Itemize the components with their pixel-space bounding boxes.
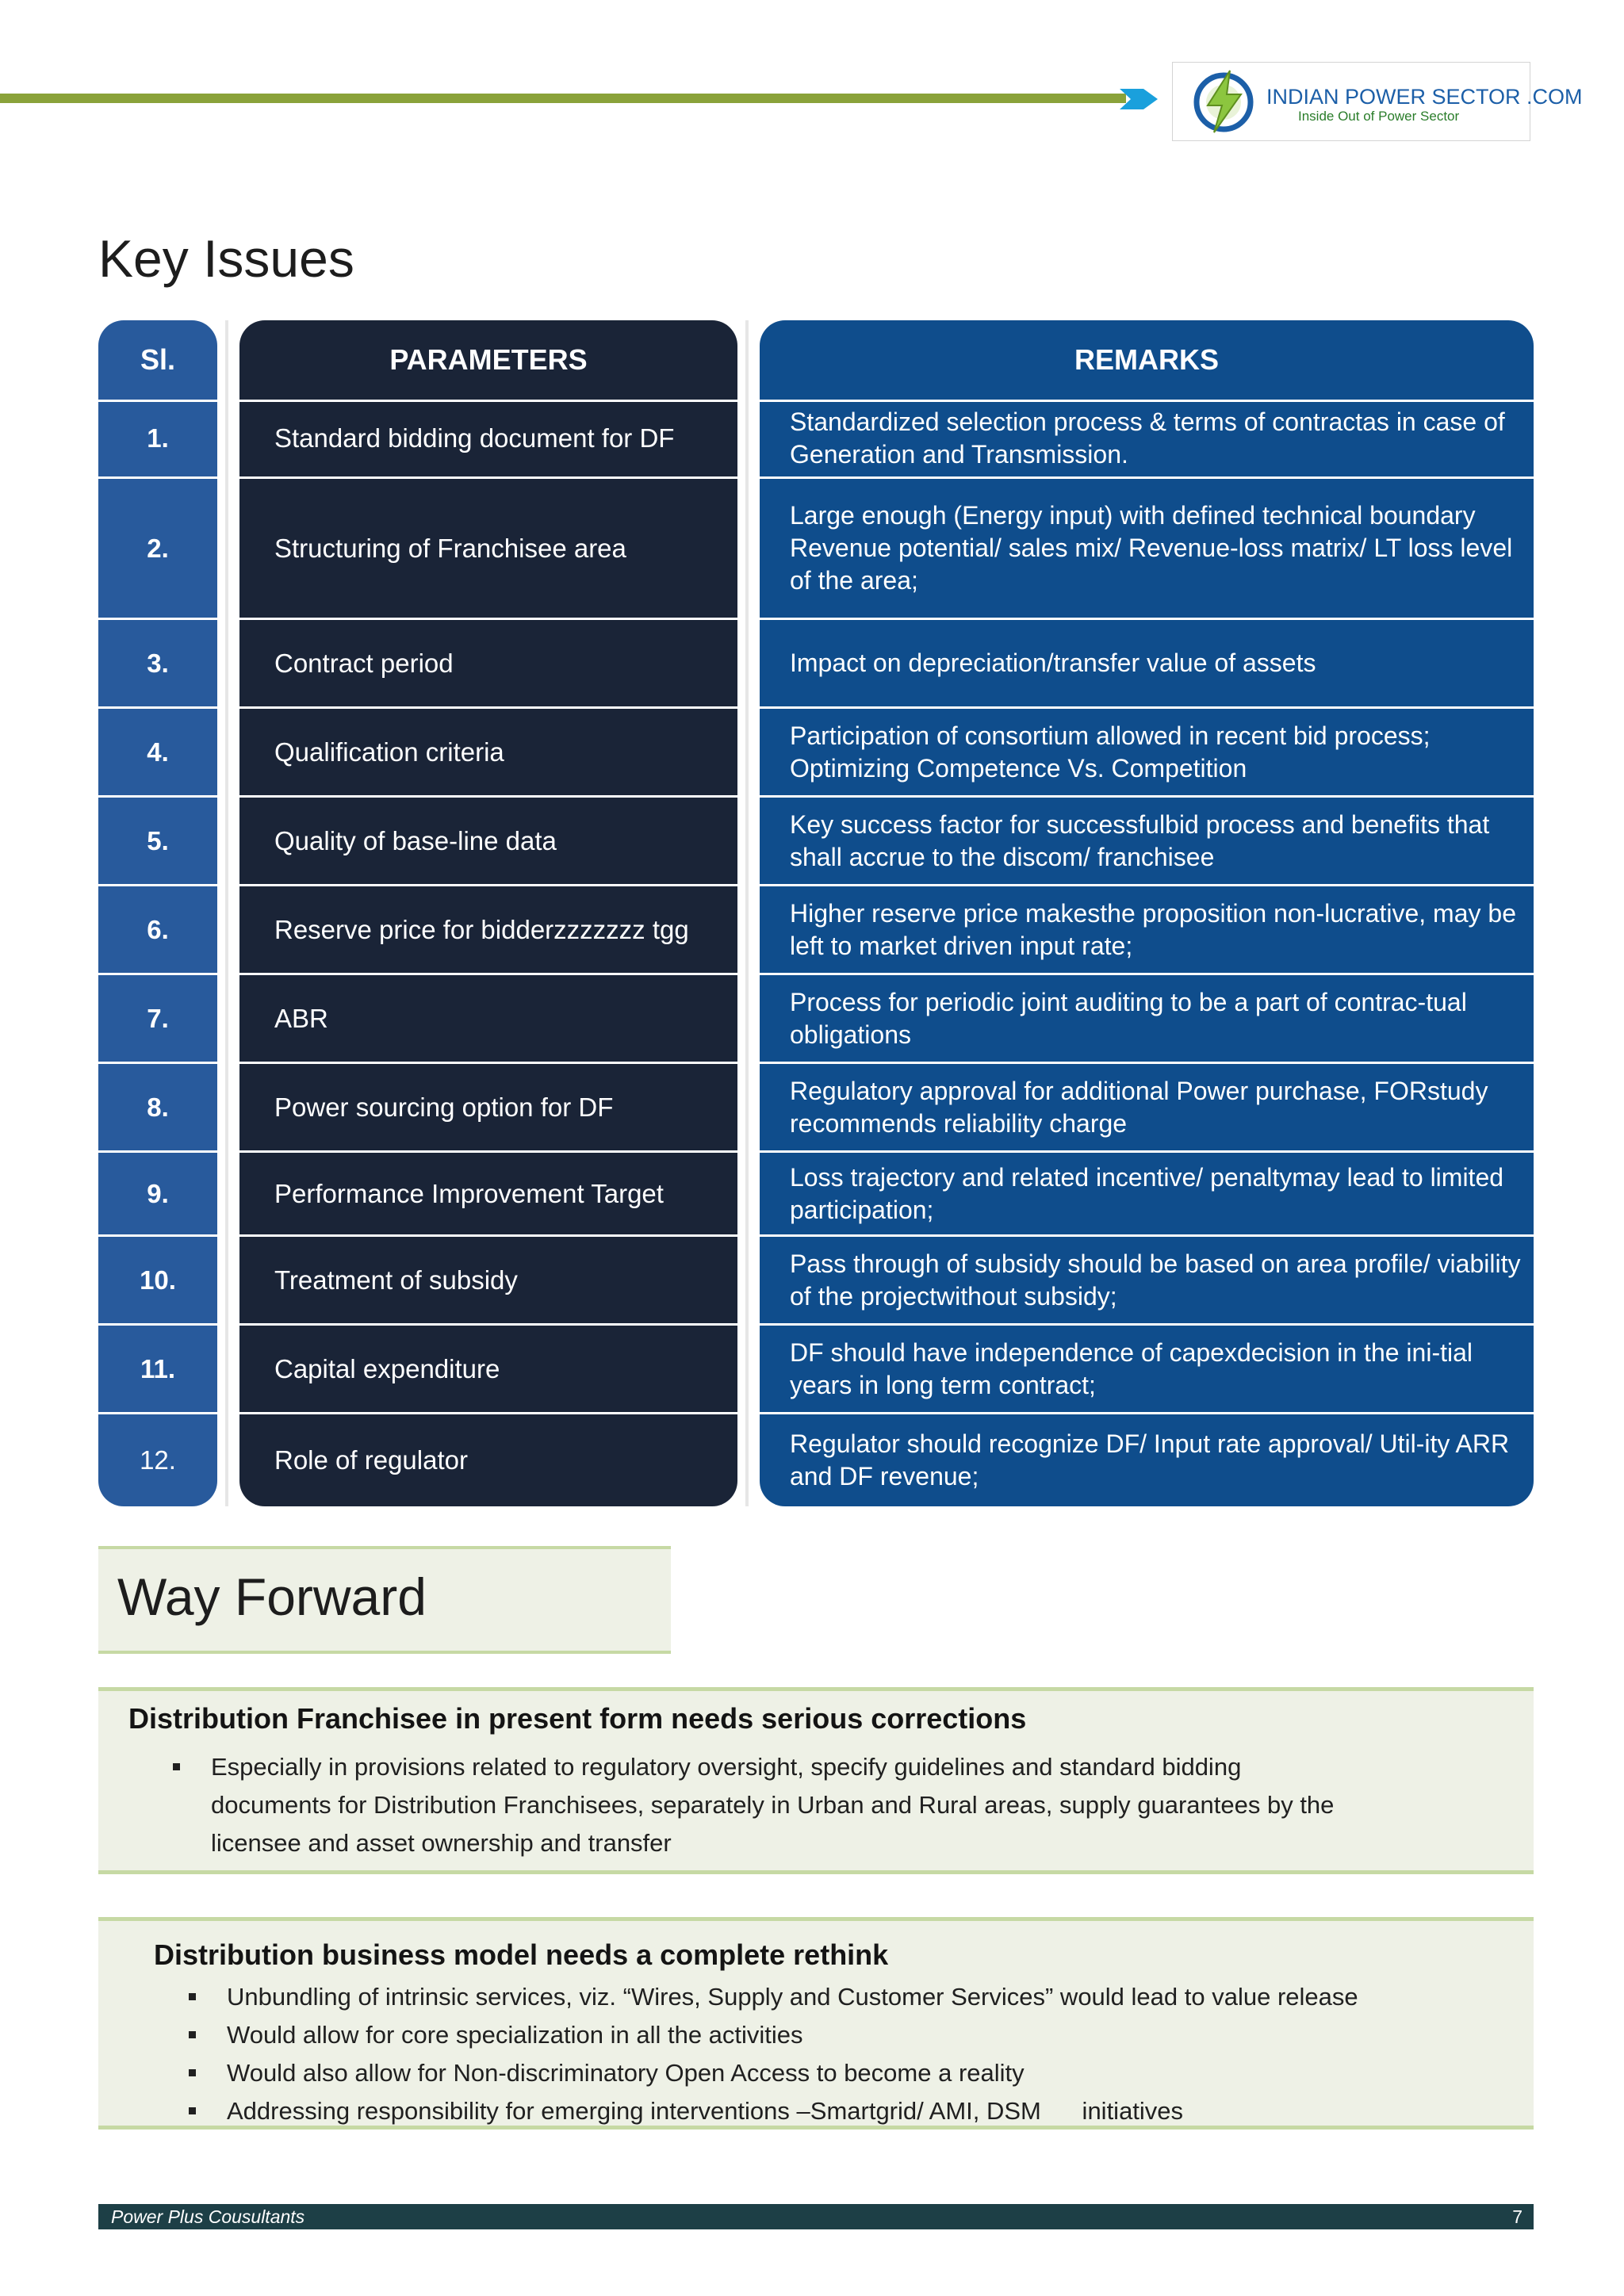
bullet-icon bbox=[189, 2107, 196, 2114]
serial-cell: 8. bbox=[98, 1064, 217, 1153]
remark-cell: Process for periodic joint auditing to be a part of contrac-tual obligations bbox=[760, 975, 1534, 1064]
list-item bbox=[189, 1978, 1505, 2016]
column-divider bbox=[225, 320, 228, 1506]
bullet-list bbox=[173, 1748, 1346, 1862]
remark-cell: DF should have independence of capexdecision in the ini-tial years in long term contract; bbox=[760, 1326, 1534, 1414]
bullet-icon bbox=[189, 2069, 196, 2076]
recommendation-panel bbox=[98, 1687, 1534, 1874]
parameter-cell: Performance Improvement Target bbox=[239, 1153, 737, 1237]
remark-cell: Standardized selection process & terms of contractas in case of Generation and Transmission. bbox=[760, 400, 1534, 479]
serial-cell: 3. bbox=[98, 620, 217, 709]
remark-cell: Regulator should recognize DF/ Input rate approval/ Util-ity ARR and DF revenue; bbox=[790, 1429, 1510, 1490]
footer-company: Power Plus Cousultants bbox=[111, 2206, 305, 2227]
column-divider bbox=[745, 320, 749, 1506]
remark-cell: Pass through of subsidy should be based on area profile/ viability of the projectwithout subsidy; bbox=[760, 1237, 1534, 1326]
recommendation-panel bbox=[98, 1917, 1534, 2130]
list-item-text: Would allow for core specialization in all the activities bbox=[227, 2021, 803, 2049]
site-logo[interactable] bbox=[1172, 62, 1583, 141]
list-item bbox=[189, 2092, 1505, 2130]
parameter-cell: Standard bidding document for DF bbox=[239, 400, 737, 479]
remarks-column bbox=[760, 320, 1534, 1506]
list-item bbox=[189, 2016, 1505, 2054]
page-footer bbox=[98, 2204, 1534, 2229]
logo-tagline: Inside Out of Power Sector bbox=[1298, 109, 1460, 124]
remarks-header: REMARKS bbox=[760, 320, 1534, 402]
remark-cell: Participation of consortium allowed in recent bid process; Optimizing Competence Vs. Competition bbox=[760, 709, 1534, 798]
bullet-list bbox=[189, 1978, 1505, 2130]
list-item-text: Addressing responsibility for emerging interventions –Smartgrid/ AMI, DSM initiatives bbox=[227, 2097, 1184, 2125]
parameters-column bbox=[239, 320, 737, 1506]
parameter-cell: Structuring of Franchisee area bbox=[239, 479, 737, 620]
way-forward-banner bbox=[98, 1546, 671, 1654]
parameter-cell: Qualification criteria bbox=[239, 709, 737, 798]
serial-cell: 4. bbox=[98, 709, 217, 798]
serial-cell: 12. bbox=[140, 1445, 176, 1475]
remark-cell: Loss trajectory and related incentive/ penaltymay lead to limited participation; bbox=[760, 1153, 1534, 1237]
serial-header: Sl. bbox=[98, 320, 217, 402]
parameter-cell: Power sourcing option for DF bbox=[239, 1064, 737, 1153]
way-forward-heading: Way Forward bbox=[117, 1567, 427, 1626]
serial-column bbox=[98, 320, 217, 1506]
parameter-cell: Quality of base-line data bbox=[239, 798, 737, 886]
logo-title: INDIAN POWER SECTOR .COM bbox=[1266, 85, 1583, 109]
parameter-cell: Role of regulator bbox=[274, 1445, 468, 1475]
lightning-bolt-icon bbox=[1184, 67, 1263, 136]
serial-cell: 5. bbox=[98, 798, 217, 886]
remark-cell: Higher reserve price makesthe proposition non-lucrative, may be left to market driven input rate; bbox=[760, 886, 1534, 975]
list-item bbox=[173, 1748, 1346, 1862]
key-issues-heading: Key Issues bbox=[98, 229, 354, 288]
list-item-text: Would also allow for Non-discriminatory Open Access to become a reality bbox=[227, 2059, 1025, 2087]
parameter-cell: Capital expenditure bbox=[239, 1326, 737, 1414]
serial-cell: 2. bbox=[98, 479, 217, 620]
panel-title: Distribution Franchisee in present form needs serious corrections bbox=[128, 1702, 1027, 1735]
list-item-text: Especially in provisions related to regulatory oversight, specify guidelines and standard bidding documents for Distribution Franchisees, separately in Urban and Rural areas, supply guarantees by the licensee and asset ownership and transfer bbox=[211, 1753, 1335, 1857]
bullet-icon bbox=[189, 2031, 196, 2038]
serial-cell: 10. bbox=[98, 1237, 217, 1326]
remark-cell: Impact on depreciation/transfer value of assets bbox=[760, 620, 1534, 709]
serial-cell: 11. bbox=[98, 1326, 217, 1414]
parameter-cell: ABR bbox=[239, 975, 737, 1064]
bullet-icon bbox=[173, 1763, 180, 1770]
arrow-right-icon bbox=[1120, 86, 1159, 113]
panel-title: Distribution business model needs a complete rethink bbox=[154, 1938, 889, 1971]
page-number: 7 bbox=[1512, 2206, 1522, 2227]
parameters-header: PARAMETERS bbox=[239, 320, 737, 402]
bullet-icon bbox=[189, 1993, 196, 2000]
remark-cell: Large enough (Energy input) with defined technical boundary Revenue potential/ sales mix/ Revenue-loss matrix/ LT loss level of the area; bbox=[760, 479, 1534, 620]
serial-cell: 9. bbox=[98, 1153, 217, 1237]
parameter-cell: Treatment of subsidy bbox=[239, 1237, 737, 1326]
parameter-cell: Contract period bbox=[239, 620, 737, 709]
remark-cell: Regulatory approval for additional Power purchase, FORstudy recommends reliability charge bbox=[760, 1064, 1534, 1153]
serial-cell: 6. bbox=[98, 886, 217, 975]
serial-cell: 1. bbox=[98, 400, 217, 479]
serial-cell: 7. bbox=[98, 975, 217, 1064]
parameter-cell: Reserve price for bidderzzzzzzz tgg bbox=[239, 886, 737, 975]
list-item bbox=[189, 2054, 1505, 2092]
list-item-text: Unbundling of intrinsic services, viz. “Wires, Supply and Customer Services” would lead to value release bbox=[227, 1983, 1358, 2011]
remark-cell: Key success factor for successfulbid process and benefits that shall accrue to the discom/ franchisee bbox=[760, 798, 1534, 886]
header-rule bbox=[0, 94, 1126, 103]
